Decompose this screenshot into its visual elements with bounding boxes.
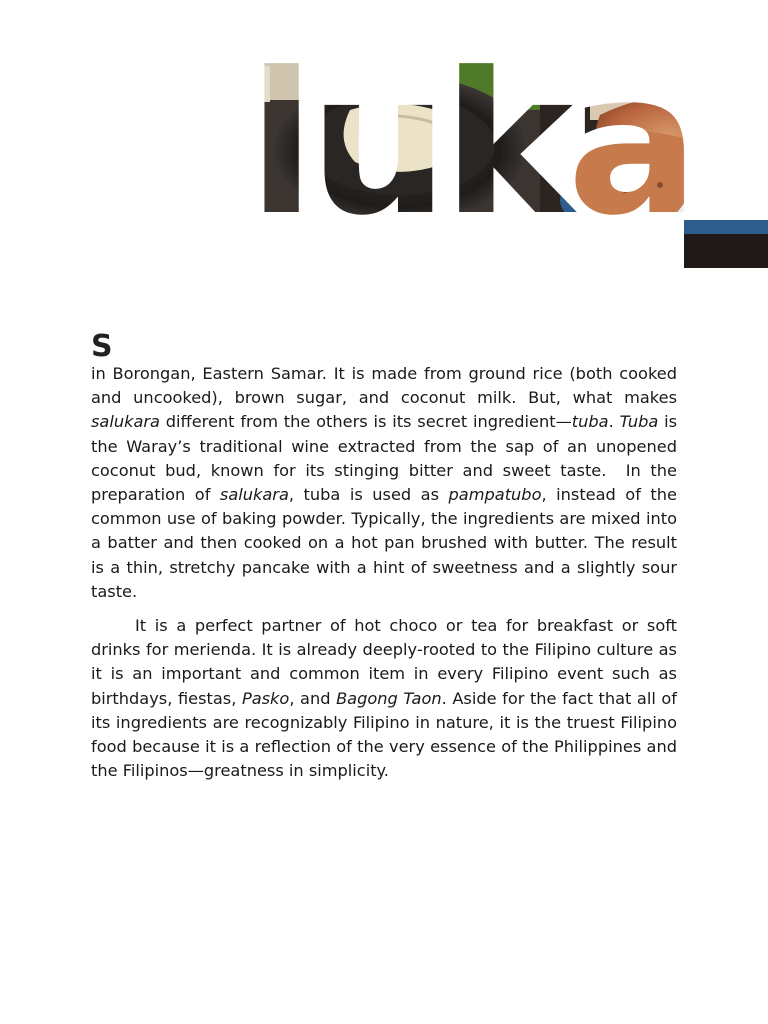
first-line-fragment: S (91, 332, 113, 362)
p1-text-3: . (608, 412, 620, 432)
p1-italic-5: pampatubo (448, 485, 542, 505)
p1-text-1: in Borongan, Eastern Samar. It is made from ground rice (both cooked and uncooked), brown sugar, and coconut milk. But, what makes (91, 364, 677, 408)
p1-italic-1: salukara (91, 412, 160, 432)
obscured-first-line (91, 332, 677, 362)
paragraph-2 (91, 614, 677, 783)
article-body (91, 332, 677, 783)
plate-edge (684, 220, 768, 234)
p1-text-5: , tuba is used as (288, 485, 449, 505)
p2-italic-1: Pasko (241, 688, 290, 708)
photo-title-svg (0, 0, 768, 280)
p1-text-4: is the Waray’s traditional wine extracted from the sap of an unopened coconut bud, known for its stinging bitter and sweet taste. In the preparation of (91, 412, 678, 505)
p2-text-1: It is a perfect partner of hot choco or tea for breakfast or soft drinks for merienda. It is already deeply-rooted to the Filipino culture as it is an important and common item in every Filipino event such as birthdays, fiestas, (91, 616, 677, 708)
p1-text-2: different from the others is its secret ingredient— (159, 412, 572, 432)
p1-text-6: , instead of the common use of baking powder. Typically, the ingredients are mixed into a batter and then cooked on a hot pan brushed with butter. The result is a thin, stretchy pancake with a hint of sweetness and a slightly sour taste. (91, 485, 677, 601)
p2-italic-2: Bagong Taon (336, 688, 442, 708)
p2-text-3: . Aside for the fact that all of its ingredients are recognizably Filipino in nature, it is the truest Filipino food because it is a reflection of the very essence of the Philippines and the Filipinos—greatness in simplicity. (91, 688, 677, 781)
p2-text-2: , and (289, 688, 337, 708)
paragraph-1 (91, 362, 677, 604)
p1-italic-3: Tuba (619, 412, 659, 432)
title-banner (0, 0, 768, 280)
p1-italic-2: tuba (571, 412, 609, 432)
p1-italic-4: salukara (219, 485, 289, 505)
